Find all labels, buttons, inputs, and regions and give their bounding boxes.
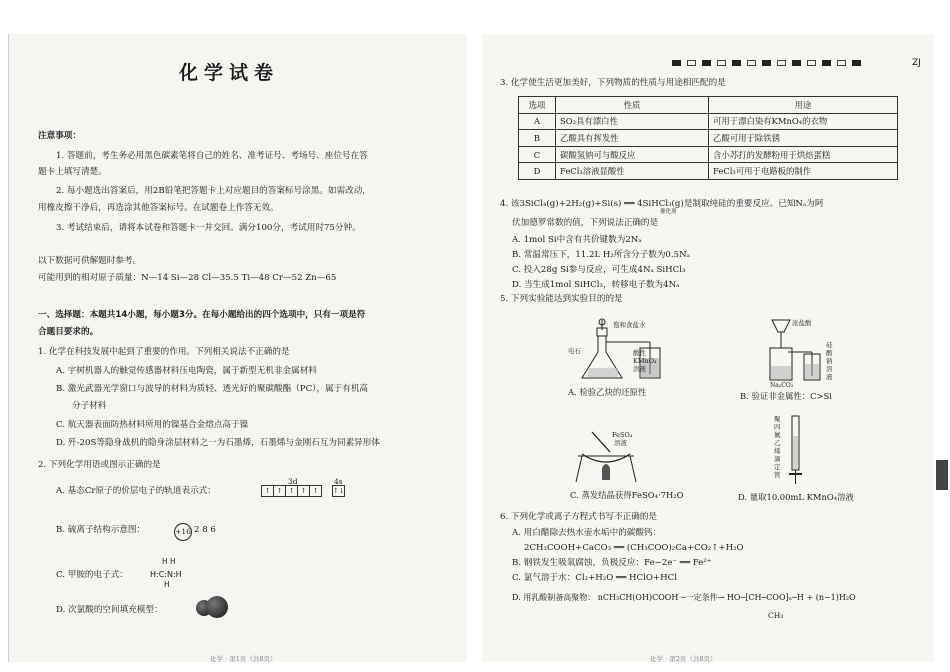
orbital-cell: ↑ — [273, 485, 286, 497]
label-calcium-carbide: 电石 — [568, 347, 581, 355]
q5-caption-b: B. 验证非金属性：C>Si — [740, 391, 832, 401]
label-sodium-silicate: 钠 — [826, 357, 833, 365]
hclo-model-atom — [206, 596, 228, 618]
q3-table — [518, 96, 898, 180]
label-kmno4-1: 酸性 — [633, 349, 646, 357]
table-row — [519, 113, 898, 130]
orbital-3d-boxes — [262, 485, 322, 497]
table-cell: SO₂具有漂白性 — [556, 113, 709, 130]
notice-heading: 注意事项： — [38, 131, 81, 141]
q4-line-2: 伏加德罗常数的值，下列说法正确的是 — [512, 218, 659, 228]
marker-square — [717, 60, 726, 66]
q4-option-c: C. 投入28g Si参与反应，可生成4Nₐ SiHCl₃ — [512, 265, 686, 275]
notice-line-3: 2. 每小题选出答案后，用2B铅笔把答题卡上对应题目的答案标号涂黑。如需改动， — [56, 186, 371, 196]
footer-left: 化学 · 第1页（共8页） — [210, 655, 277, 663]
reference-line-2: 可能用到的相对原子质量：N—14 Si—28 Cl—35.5 Ti—48 Cr—52 Zn—65 — [38, 273, 337, 283]
table-cell: D — [519, 163, 556, 180]
table-cell: 乙酸可用于除铁锈 — [709, 130, 898, 147]
section-heading-1: 一、选择题：本题共14小题，每小题3分。在每小题给出的四个选项中，只有一项是符 — [38, 310, 366, 320]
q4-catalyst: 催化剂 — [660, 209, 677, 215]
q5-caption-c: C. 蒸发结晶获得FeSO₄·7H₂O — [570, 490, 684, 500]
orbital-cell: ↑ — [261, 485, 274, 497]
label-kmno4-2: KMnO₄ — [633, 357, 657, 365]
section-heading-2: 合题目要求的。 — [38, 327, 99, 337]
q5-caption-d: D. 量取10.00mL KMnO₄溶液 — [738, 492, 854, 502]
label-burette: 氟 — [774, 431, 781, 439]
marker-row — [672, 60, 861, 66]
table-row — [519, 130, 898, 147]
label-na2co3: Na₂CO₃ — [770, 382, 794, 389]
q5-stem: 5. 下列实验能达到实验目的的是 — [500, 294, 623, 304]
notice-line-2: 题卡上填写清楚。 — [38, 167, 107, 177]
table-cell: FeCl₃溶液显酸性 — [556, 163, 709, 180]
footer-right: 化学 · 第2页（共8页） — [650, 655, 717, 663]
orbital-3d-label: 3d — [288, 477, 298, 486]
q2-option-d: D. 次氯酸的空间填充模型： — [56, 605, 163, 615]
reference-line-1: 以下数据可供解题时参考。 — [38, 256, 142, 266]
q1-option-a: A. 宇树机器人的触觉传感器材料压电陶瓷，属于新型无机非金属材料 — [56, 366, 317, 376]
sulfide-nucleus: +16 — [174, 523, 192, 541]
q4-line-1: 4. 该3SiCl₄(g)+2H₂(g)+Si(s) ══ 4SiHCl₃(g)是制取纯硅的重要反应。已知Nₐ为阿 — [500, 199, 824, 209]
q3-stem: 3. 化学使生活更加美好，下列物质的性质与用途相匹配的是 — [500, 78, 726, 88]
label-sodium-silicate: 溶 — [826, 365, 833, 373]
orbital-cell: ↑ — [285, 485, 298, 497]
label-feso4-solution: 溶液 — [614, 439, 627, 447]
table-row — [519, 163, 898, 180]
q2-option-b: B. 硫离子结构示意图： — [56, 525, 146, 535]
table-cell: 可用于漂白染有KMnO₄的衣物 — [709, 113, 898, 130]
table-cell: 碳酸氢钠可与酸反应 — [556, 146, 709, 163]
label-sodium-silicate: 硅 — [826, 341, 833, 349]
q2-option-a: A. 基态Cr原子的价层电子的轨道表示式： — [56, 486, 216, 496]
label-kmno4-3: 溶液 — [633, 365, 646, 373]
table-header: 选项 — [519, 97, 556, 114]
q5-caption-a: A. 检验乙炔的还原性 — [568, 387, 647, 397]
q1-option-b-cont: 分子材料 — [72, 401, 107, 411]
methylamine-bottom: H — [164, 580, 170, 589]
q6-option-a-equation: 2CH₃COOH+CaCO₃ ══ (CH₃COO)₂Ca+CO₂↑+H₂O — [524, 543, 744, 553]
marker-square — [822, 60, 831, 66]
q1-option-b: B. 激光武器光学窗口与波导的材料为质轻、透光好的聚碳酸酯（PC），属于有机高 — [56, 384, 369, 394]
table-header: 性质 — [556, 97, 709, 114]
label-hcl: 浓盐酸 — [792, 319, 812, 327]
sulfide-shells: 2 8 6 — [194, 525, 216, 535]
label-sodium-silicate: 液 — [826, 373, 833, 381]
marker-square — [762, 60, 771, 66]
exam-title: 化学试卷 — [178, 62, 279, 84]
table-cell: FeCl₃可用于电路板的制作 — [709, 163, 898, 180]
q1-option-d: D. 歼-20S等隐身战机的隐身涂层材料之一为石墨烯，石墨烯与金刚石互为同素异形体 — [56, 438, 380, 448]
table-cell: A — [519, 113, 556, 130]
table-row — [519, 146, 898, 163]
label-burette: 定 — [774, 463, 781, 471]
label-sodium-silicate: 酸 — [826, 349, 833, 357]
q6-option-d: D. 用乳酸制备高聚物： nCH₃CH(OH)COOH ─一定条件→ HO─[CH─COO]ₙ─H + (n−1)H₂O — [512, 593, 856, 602]
marker-square — [777, 60, 786, 66]
q6-option-a: A. 用白醋除去热水壶水垢中的碳酸钙： — [512, 528, 662, 538]
table-header: 用途 — [709, 97, 898, 114]
orbital-4s-label: 4s — [334, 477, 343, 486]
methylamine-mid: H:C:N:H — [150, 570, 182, 579]
table-cell: C — [519, 146, 556, 163]
notice-line-5: 3. 考试结束后，请将本试卷和答题卡一并交回。满分100分，考试用时75分钟。 — [56, 223, 361, 233]
table-cell: 乙酸具有挥发性 — [556, 130, 709, 147]
marker-square — [807, 60, 816, 66]
marker-square — [702, 60, 711, 66]
q6-option-b: B. 钢铁发生吸氧腐蚀，负极反应：Fe−2e⁻ ══ Fe²⁺ — [512, 558, 712, 568]
q2-option-c: C. 甲胺的电子式： — [56, 570, 128, 580]
marker-square — [792, 60, 801, 66]
table-cell: 含小苏打的发酵粉用于烘焙蛋糕 — [709, 146, 898, 163]
apparatus-d-diagram — [784, 414, 808, 488]
table-header-row — [519, 97, 898, 114]
q1-stem: 1. 化学在科技发展中起到了重要的作用。下列相关说法不正确的是 — [38, 347, 290, 357]
orbital-cell: ↑ — [297, 485, 310, 497]
label-burette: 管 — [774, 471, 781, 479]
label-burette: 滴 — [774, 455, 781, 463]
marker-square — [732, 60, 741, 66]
label-burette: 聚 — [774, 415, 781, 423]
q4-option-b: B. 常温常压下，11.2L H₂所含分子数为0.5Nₐ — [512, 250, 690, 260]
table-cell: B — [519, 130, 556, 147]
notice-line-1: 1. 答题前，考生务必用黑色碳素笔将自己的姓名、准考证号、考场号、座位号在答 — [56, 151, 368, 161]
marker-square — [837, 60, 846, 66]
orbital-4s-box — [333, 485, 345, 497]
marker-square — [672, 60, 681, 66]
marker-square — [747, 60, 756, 66]
notice-line-4: 用橡皮擦干净后，再选涂其他答案标号。在试题卷上作答无效。 — [38, 203, 279, 213]
marker-square — [852, 60, 861, 66]
q2-stem: 2. 下列化学用语或图示正确的是 — [38, 460, 161, 470]
label-burette: 乙 — [774, 439, 781, 447]
orbital-cell: ↑↓ — [333, 487, 345, 495]
q6-option-d-substituent: CH₃ — [768, 611, 784, 620]
side-tab — [936, 460, 948, 490]
label-burette: 四 — [774, 423, 781, 431]
label-brine: 饱和食盐水 — [613, 321, 646, 329]
q6-option-c: C. 氯气溶于水：Cl₂+H₂O ══ HClO+HCl — [512, 573, 677, 583]
q4-option-a: A. 1mol Si中含有共价键数为2Nₐ — [512, 235, 642, 245]
methylamine-top: H H — [162, 557, 176, 566]
q1-option-c: C. 航天器表面防热材料所用的镍基合金熔点高于镍 — [56, 420, 249, 430]
paper-code: ZJ — [912, 58, 921, 68]
orbital-cell: ↑ — [309, 485, 322, 497]
marker-square — [687, 60, 696, 66]
label-burette: 烯 — [774, 447, 781, 455]
label-feso4: FeSO₄ — [612, 431, 633, 439]
q4-option-d: D. 当生成1mol SiHCl₃，转移电子数为4Nₐ — [512, 280, 680, 290]
q6-stem: 6. 下列化学或离子方程式书写不正确的是 — [500, 512, 658, 522]
